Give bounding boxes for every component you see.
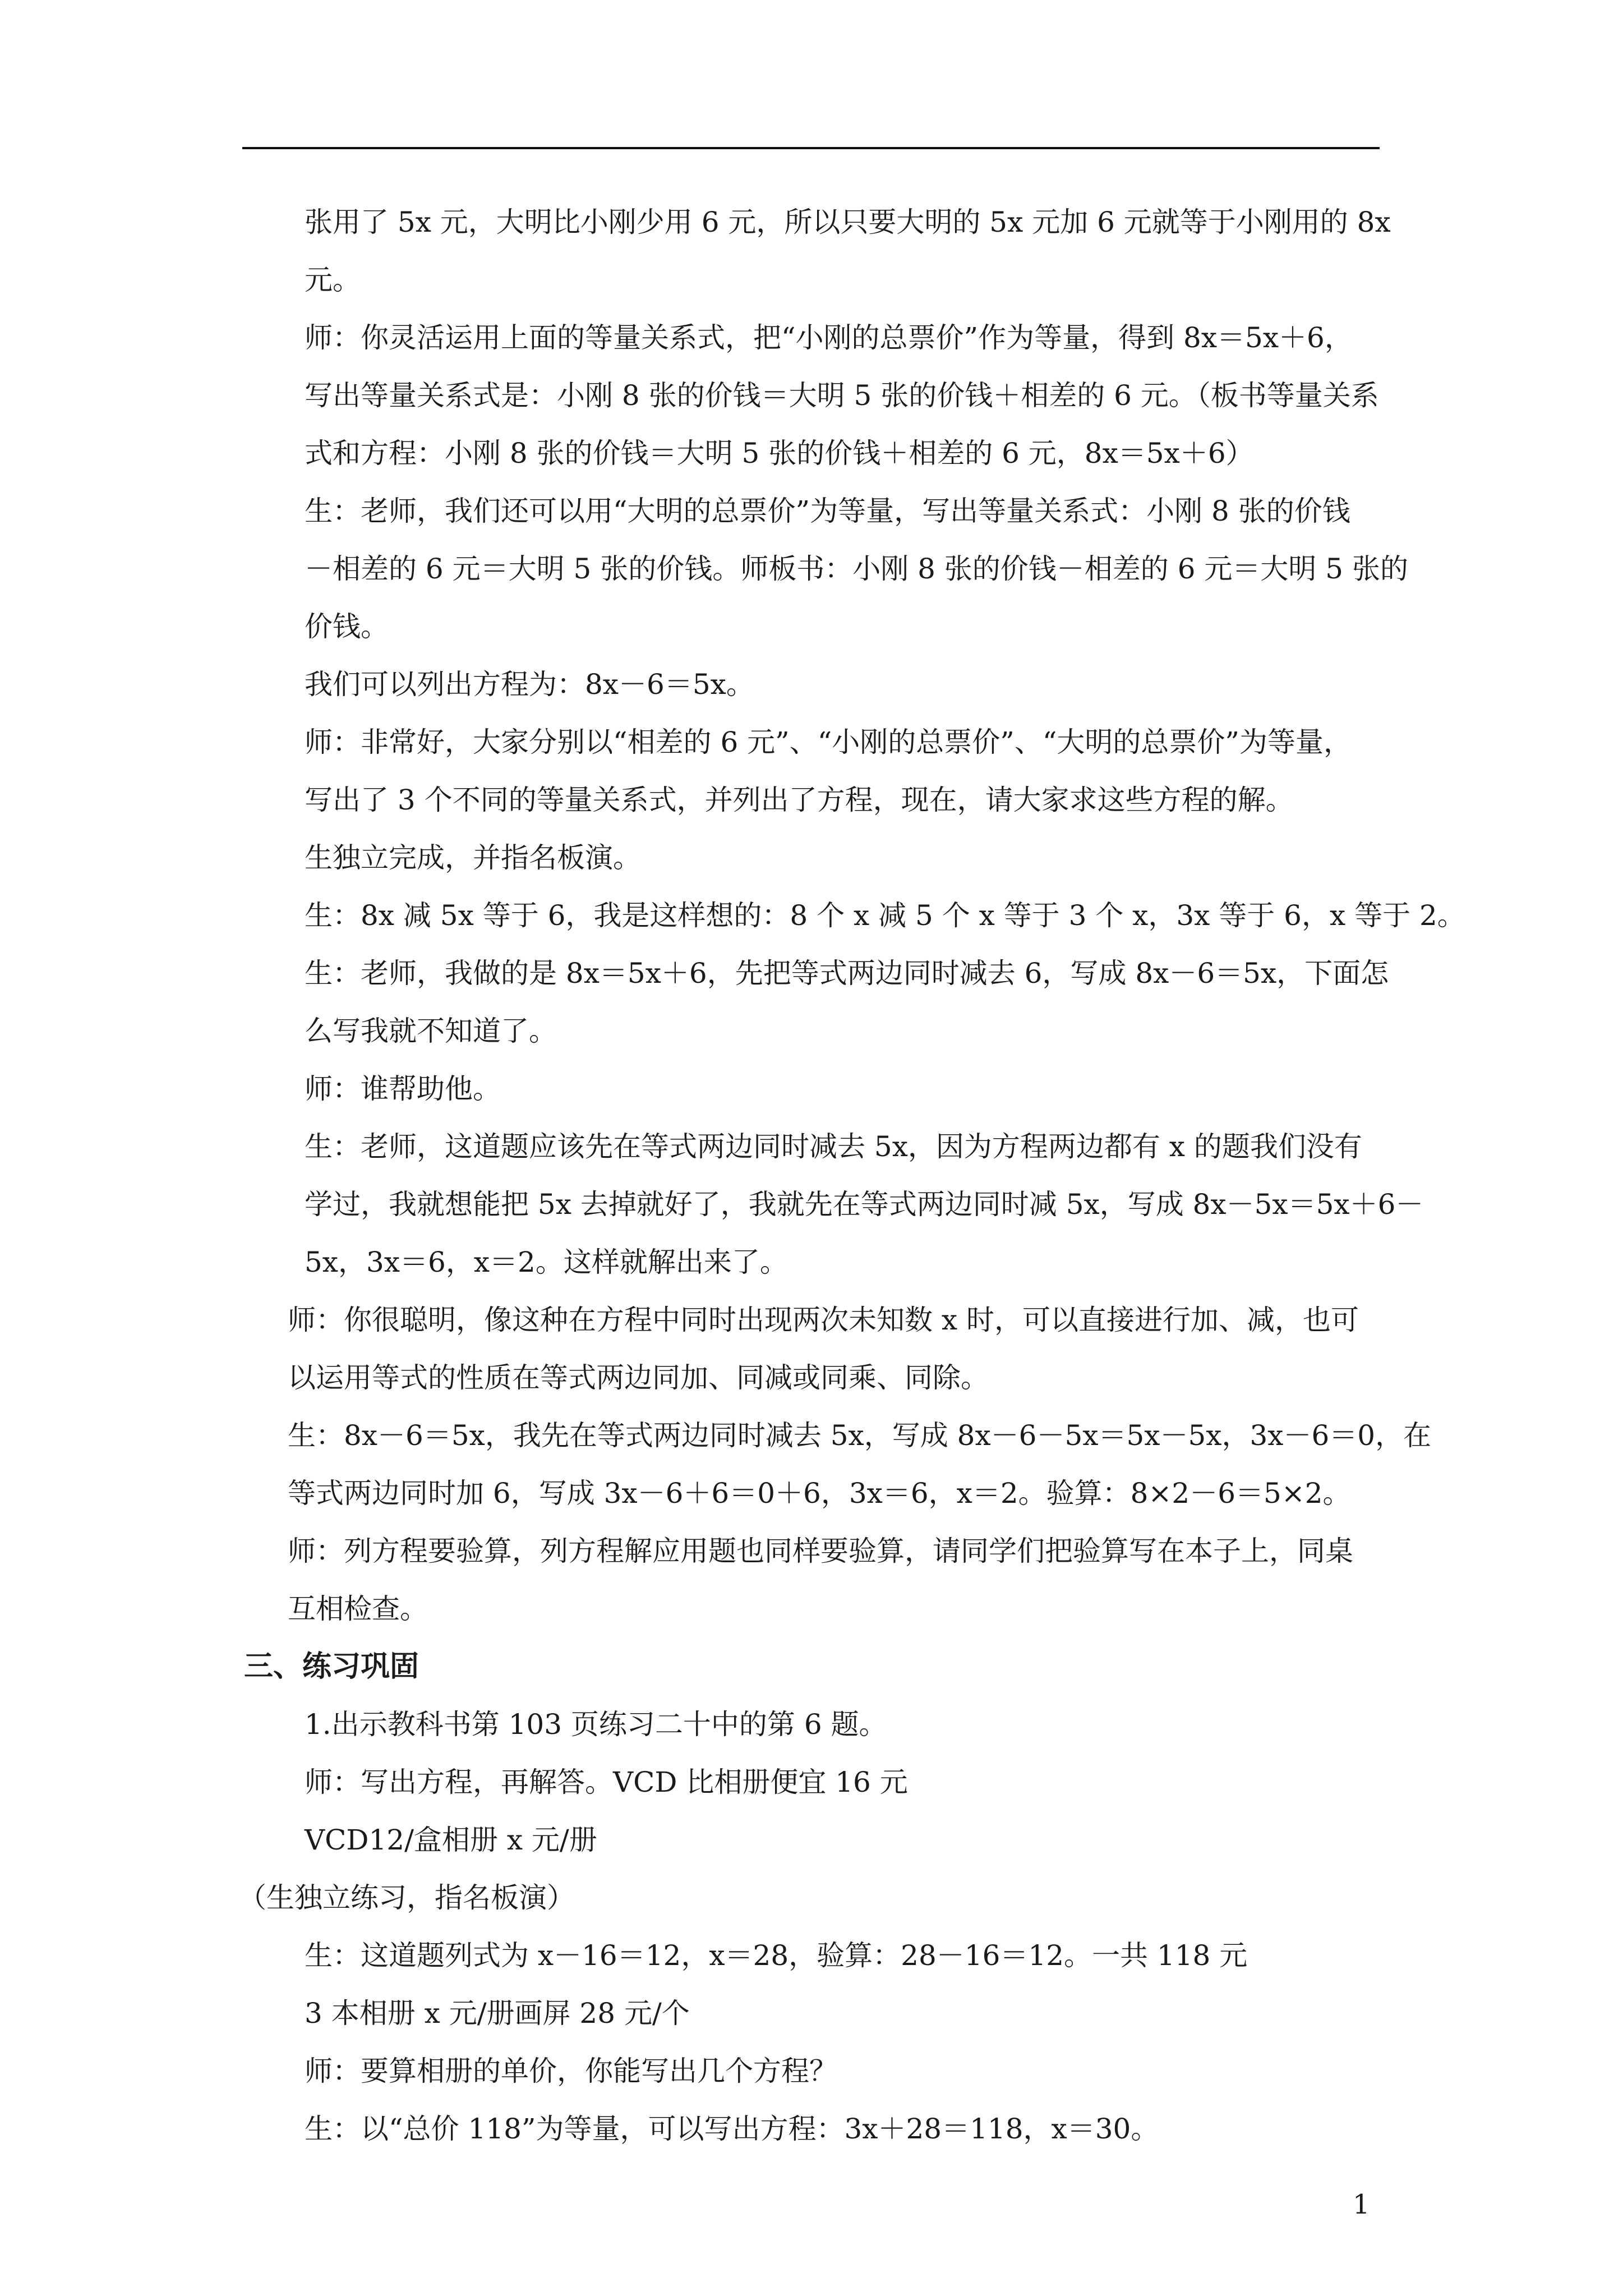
- text-line: 价钱。: [305, 610, 389, 643]
- section-heading: 三、练习巩固: [244, 1650, 419, 1683]
- text-line: 元。: [305, 264, 361, 296]
- text-line: 写出等量关系式是：小刚 8 张的价钱＝大明 5 张的价钱＋相差的 6 元。（板书等量关系: [305, 379, 1379, 412]
- text-line: 师：写出方程，再解答。VCD 比相册便宜 16 元: [305, 1766, 908, 1798]
- text-line: 1.出示教科书第 103 页练习二十中的第 6 题。: [305, 1708, 887, 1741]
- text-line: 生：老师，我们还可以用“大明的总票价”为等量，写出等量关系式：小刚 8 张的价钱: [305, 495, 1350, 527]
- text-line: 学过，我就想能把 5x 去掉就好了，我就先在等式两边同时减 5x，写成 8x－5x＝5x＋6－: [305, 1188, 1424, 1221]
- text-line: 互相检查。: [288, 1593, 428, 1625]
- text-line: 师：你很聪明，像这种在方程中同时出现两次未知数 x 时，可以直接进行加、减，也可: [288, 1304, 1359, 1336]
- text-line: VCD12/盒相册 x 元/册: [305, 1824, 597, 1856]
- text-line: 以运用等式的性质在等式两边同加、同减或同乘、同除。: [288, 1361, 989, 1394]
- text-line: 生：老师，我做的是 8x＝5x＋6，先把等式两边同时减去 6，写成 8x－6＝5x，下面怎: [305, 957, 1389, 990]
- document-body: [238, 194, 1465, 2158]
- text-line: 么写我就不知道了。: [305, 1015, 557, 1047]
- text-line: 师：谁帮助他。: [305, 1073, 501, 1105]
- text-line: 等式两边同时加 6，写成 3x－6＋6＝0＋6，3x＝6，x＝2。验算：8×2－6＝5×2。: [288, 1477, 1351, 1510]
- text-line: （生独立练习，指名板演）: [238, 1881, 575, 1914]
- text-line: 写出了 3 个不同的等量关系式，并列出了方程，现在，请大家求这些方程的解。: [305, 784, 1294, 816]
- text-line: 张用了 5x 元，大明比小刚少用 6 元，所以只要大明的 5x 元加 6 元就等于小刚用的 8x: [305, 206, 1391, 238]
- text-line: 式和方程：小刚 8 张的价钱＝大明 5 张的价钱＋相差的 6 元，8x＝5x＋6）: [305, 437, 1254, 470]
- page-number: 1: [1353, 2189, 1370, 2220]
- text-line: －相差的 6 元＝大明 5 张的价钱。师板书：小刚 8 张的价钱－相差的 6 元＝大明 5 张的: [305, 553, 1408, 585]
- text-line: 5x，3x＝6，x＝2。这样就解出来了。: [305, 1246, 788, 1278]
- text-line: 师：要算相册的单价，你能写出几个方程？: [305, 2055, 837, 2087]
- text-line: 3 本相册 x 元/册画屏 28 元/个: [305, 1997, 690, 2030]
- text-line: 师：你灵活运用上面的等量关系式，把“小刚的总票价”作为等量，得到 8x＝5x＋6，: [305, 321, 1353, 354]
- text-line: 生独立完成，并指名板演。: [305, 841, 641, 874]
- text-line: 生：老师，这道题应该先在等式两边同时减去 5x，因为方程两边都有 x 的题我们没有: [305, 1130, 1362, 1163]
- text-line: 生：8x－6＝5x，我先在等式两边同时减去 5x，写成 8x－6－5x＝5x－5x，3x－6＝0，在: [288, 1419, 1432, 1452]
- text-line: 师：列方程要验算，列方程解应用题也同样要验算，请同学们把验算写在本子上，同桌: [288, 1535, 1353, 1567]
- header-rule: [242, 147, 1380, 149]
- text-line: 我们可以列出方程为：8x－6＝5x。: [305, 668, 754, 701]
- text-line: 生：以“总价 118”为等量，可以写出方程：3x＋28＝118，x＝30。: [305, 2113, 1159, 2145]
- text-line: 师：非常好，大家分别以“相差的 6 元”、“小刚的总票价”、“大明的总票价”为等量，: [305, 726, 1352, 758]
- text-line: 生：这道题列式为 x－16＝12，x＝28，验算：28－16＝12。一共 118 元: [305, 1939, 1248, 1972]
- text-line: 生：8x 减 5x 等于 6，我是这样想的：8 个 x 减 5 个 x 等于 3 个 x，3x 等于 6，x 等于 2。: [305, 899, 1465, 932]
